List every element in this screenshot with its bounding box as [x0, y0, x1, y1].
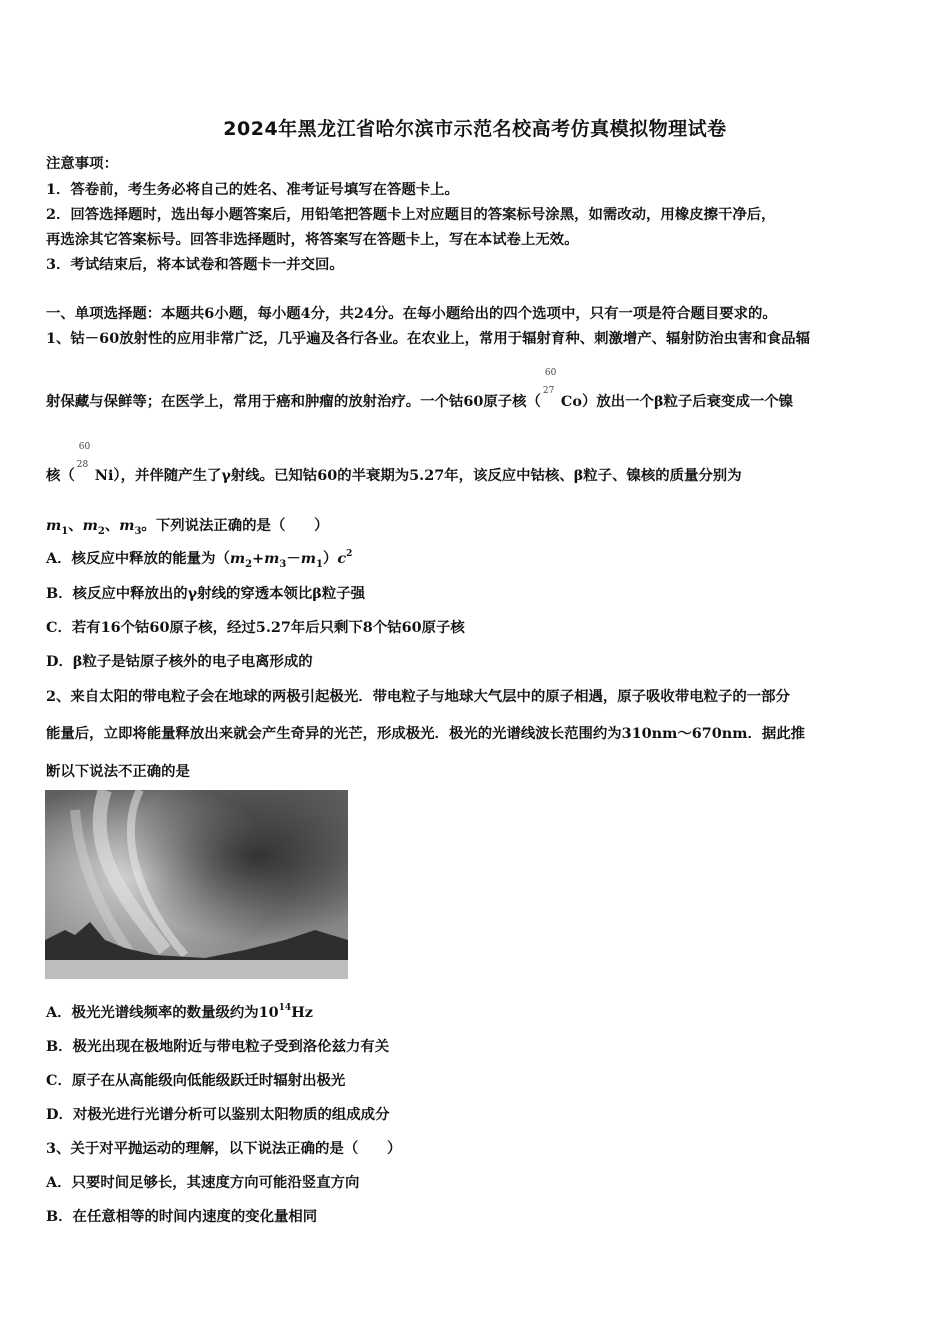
- q1-stem-line: [46, 368, 916, 411]
- q1-text: 。下列说法正确的是（ ）: [141, 517, 329, 534]
- subscript: 1: [315, 559, 323, 570]
- q1-text: ），并伴随产生了γ射线。已知钴60的半衰期为5.27年，该反应中钴核、β粒子、镍核的质量分别为: [113, 467, 742, 484]
- mass-symbol: m: [46, 517, 62, 534]
- note-item: 2．回答选择题时，选出每小题答案后，用铅笔把答题卡上对应题目的答案标号涂黑，如需改动，用橡皮擦干净后，: [46, 206, 776, 223]
- q2-option-a: [46, 1001, 916, 1022]
- q3-option-b: B．在任意相等的时间内速度的变化量相同: [46, 1208, 318, 1225]
- q1-text: 射保藏与保鲜等；在医学上，常用于癌和肿瘤的放射治疗。一个钴60原子核（: [46, 393, 541, 410]
- q1-option-a: [46, 547, 916, 568]
- q3-option-a: A．只要时间足够长，其速度方向可能沿竖直方向: [46, 1174, 360, 1191]
- q2-option-b: B．极光出现在极地附近与带电粒子受到洛伦兹力有关: [46, 1038, 390, 1055]
- q1-option-d: D．β粒子是钴原子核外的电子电离形成的: [46, 653, 313, 670]
- note-item: 1．答卷前，考生务必将自己的姓名、准考证号填写在答题卡上。: [46, 181, 459, 198]
- unit: Hz: [291, 1004, 313, 1021]
- mass-symbol: m: [82, 517, 98, 534]
- q2-option-c: C．原子在从高能级向低能级跃迁时辐射出极光: [46, 1072, 346, 1089]
- section-heading: 一、单项选择题：本题共6小题，每小题4分，共24分。在每小题给出的四个选项中，只有一项是符合题目要求的。: [46, 305, 777, 322]
- option-text: A．核反应中释放的能量为（: [46, 550, 230, 567]
- subscript: 2: [245, 559, 253, 570]
- subscript: 3: [134, 526, 142, 537]
- q1-text: ）放出一个β粒子后衰变成一个镍: [581, 393, 794, 410]
- note-item: 3．考试结束后，将本试卷和答题卡一并交回。: [46, 256, 344, 273]
- operator: －: [286, 550, 301, 567]
- q1-option-b: B．核反应中释放出的γ射线的穿透本领比β粒子强: [46, 585, 366, 602]
- q1-stem-line: [46, 442, 916, 485]
- isotope-symbol: Ni: [94, 467, 114, 484]
- mass-symbol: m: [119, 517, 135, 534]
- q2-stem-line: 2、来自太阳的带电粒子会在地球的两极引起极光．带电粒子与地球大气层中的原子相遇，原子吸收带电粒子的一部分: [46, 688, 790, 705]
- isotope-atomic-number: 28: [76, 460, 89, 470]
- q1-option-c: C．若有16个钴60原子核，经过5.27年后只剩下8个钴60原子核: [46, 619, 465, 636]
- mass-symbol: m: [264, 550, 280, 567]
- mass-symbol: m: [300, 550, 316, 567]
- option-text: A．极光光谱线频率的数量级约为10: [46, 1004, 279, 1021]
- subscript: 3: [279, 559, 287, 570]
- operator: +: [252, 550, 265, 567]
- q1-stem-line: 1、钴－60放射性的应用非常广泛，几乎遍及各行各业。在农业上，常用于辐射育种、刺激增产、辐射防治虫害和食品辐: [46, 330, 810, 347]
- q1-stem-line: $m_1$、$m_2$、$m_3$。下列说法正确的是（ ）: [46, 517, 329, 537]
- subscript: 2: [97, 526, 105, 537]
- note-item: 再选涂其它答案标号。回答非选择题时，将答案写在答题卡上，写在本试卷上无效。: [46, 231, 579, 248]
- notes-heading: 注意事项：: [46, 155, 118, 172]
- superscript: 2: [346, 549, 353, 559]
- nickel-isotope: [75, 442, 95, 480]
- page-title: 2024年黑龙江省哈尔滨市示范名校高考仿真模拟物理试卷: [223, 118, 727, 140]
- subscript: 1: [61, 526, 69, 537]
- aurora-photo: [45, 790, 348, 979]
- cobalt-isotope: [541, 368, 561, 406]
- q2-stem-line: 能量后，立即将能量释放出来就会产生奇异的光芒，形成极光．极光的光谱线波长范围约为310nm～670nm．据此推: [46, 725, 806, 742]
- mass-symbol: m: [229, 550, 246, 567]
- light-speed-symbol: c: [337, 550, 347, 567]
- q3-stem: 3、关于对平抛运动的理解，以下说法正确的是（ ）: [46, 1140, 402, 1157]
- isotope-mass: 60: [78, 442, 91, 452]
- isotope-symbol: Co: [560, 393, 582, 410]
- q2-option-d: D．对极光进行光谱分析可以鉴别太阳物质的组成成分: [46, 1106, 390, 1123]
- q2-stem-line: 断以下说法不正确的是: [46, 763, 190, 780]
- isotope-mass: 60: [544, 368, 557, 378]
- superscript: 14: [278, 1003, 292, 1013]
- option-text: ）: [322, 550, 338, 567]
- q1-text: 核（: [46, 467, 75, 484]
- isotope-atomic-number: 27: [542, 386, 555, 396]
